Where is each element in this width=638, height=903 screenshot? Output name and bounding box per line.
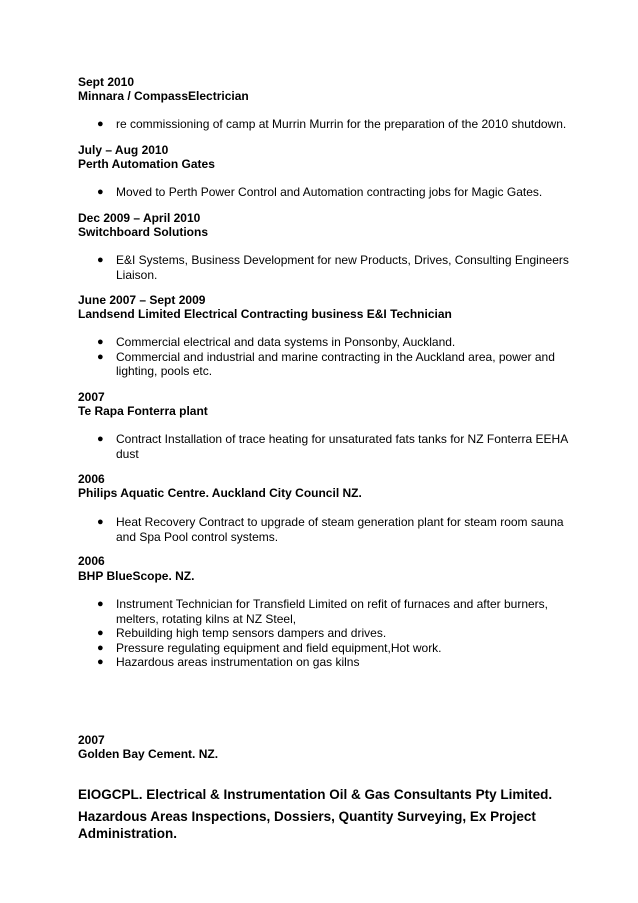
company-name: EIOGCPL. Electrical & Instrumentation Oil & Gas Consultants Pty Limited. [78,787,553,802]
entry-title: Landsend Limited Electrical Contracting business E&I Technician [78,307,452,321]
bullet-icon: ● [97,656,104,668]
entry-title: BHP BlueScope. NZ. [78,569,195,583]
entry-title: Golden Bay Cement. NZ. [78,747,219,761]
entry-bullets [78,597,578,670]
entry-date: 2007 [78,733,105,747]
bullet-icon: ● [97,433,104,445]
list-item: ● E&I Systems, Business Development for new Products, Drives, Consulting Engineers Liaison. [97,253,569,282]
list-item: ● Instrument Technician for Transfield Limited on refit of furnaces and after burners, melters, rotating kilns at NZ Steel, [97,597,548,626]
list-item: ● Commercial and industrial and marine contracting in the Auckland area, power and lighting, pools etc. [97,349,555,378]
entry-date: Dec 2009 – April 2010 [78,211,201,225]
list-item: ● Pressure regulating equipment and field equipment,Hot work. [97,640,442,655]
list-item: ● Commercial electrical and data systems in Ponsonby, Auckland. [97,335,456,349]
list-item: ● Rebuilding high temp sensors dampers and drives. [97,626,387,640]
list-item: ● Moved to Perth Power Control and Automation contracting jobs for Magic Gates. [97,185,543,199]
entry-title: Te Rapa Fonterra plant [78,404,208,418]
bullet-icon: ● [97,186,104,198]
entry-date: 2007 [78,390,105,404]
entry-title: Switchboard Solutions [78,225,209,239]
entry-bullets [78,515,578,544]
bullet-icon: ● [97,336,104,348]
list-item: ● Contract Installation of trace heating for unsaturated fats tanks for NZ Fonterra EEHA dust [97,432,568,461]
entry-date: 2006 [78,472,105,486]
list-item: ● Hazardous areas instrumentation on gas kilns [97,655,360,669]
entry-bullets [78,432,578,461]
bullet-icon: ● [97,118,104,130]
entry-date: Sept 2010 [78,75,135,89]
entry-bullets [78,185,578,200]
entry-bullets [78,253,578,282]
entry-date: July – Aug 2010 [78,143,169,157]
entry-date: June 2007 – Sept 2009 [78,293,206,307]
bullet-icon: ● [97,516,104,528]
bullet-icon: ● [97,254,104,266]
bullet-icon: ● [97,598,104,610]
list-item: ● Heat Recovery Contract to upgrade of steam generation plant for steam room sauna and Spa Pool control systems. [97,515,564,544]
bullet-icon: ● [97,641,104,654]
entry-bullets [78,335,578,379]
list-item: ● re commissioning of camp at Murrin Murrin for the preparation of the 2010 shutdown. [97,117,567,131]
entry-bullets [78,117,578,132]
entry-date: 2006 [78,554,105,568]
company-services: Hazardous Areas Inspections, Dossiers, Quantity Surveying, Ex Project Administration. [78,809,536,841]
entry-title: Minnara / CompassElectrician [78,89,249,103]
bullet-icon: ● [97,627,104,639]
entry-title: Perth Automation Gates [78,157,215,171]
bullet-icon: ● [97,350,104,363]
entry-title: Philips Aquatic Centre. Auckland City Council NZ. [78,486,362,500]
